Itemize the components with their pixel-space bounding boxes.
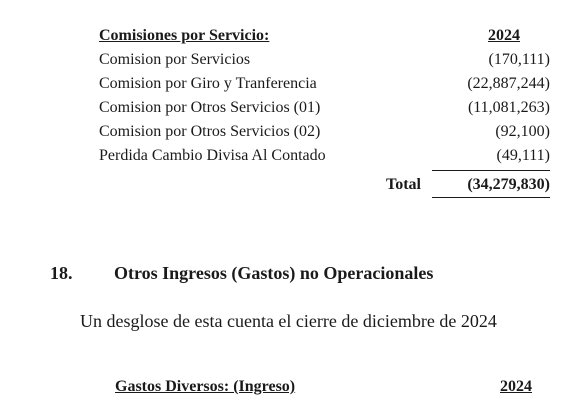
commission-row-label: Perdida Cambio Divisa Al Contado <box>99 147 326 164</box>
section-title: Otros Ingresos (Gastos) no Operacionales <box>114 263 434 283</box>
commission-row-label: Comision por Servicios <box>99 51 251 68</box>
total-value: (34,279,830) <box>467 176 550 193</box>
section-intro: Un desglose de esta cuenta el cierre de diciembre de 2024 <box>80 311 497 331</box>
total-underline <box>432 197 550 198</box>
commission-row-value: (92,100) <box>495 123 550 140</box>
commission-row-label: Comision por Giro y Tranferencia <box>99 75 317 92</box>
total-label: Total <box>386 176 421 193</box>
commission-row-value: (170,111) <box>488 51 550 68</box>
commission-row-value: (11,081,263) <box>467 99 550 116</box>
commissions-header: Comisiones por Servicio: <box>99 27 270 44</box>
expenses-year-header: 2024 <box>500 378 532 395</box>
expenses-header: Gastos Diversos: (Ingreso) <box>115 378 296 395</box>
commission-row-value: (22,887,244) <box>467 75 550 92</box>
commissions-year-header: 2024 <box>488 27 520 44</box>
commission-row-value: (49,111) <box>496 147 550 164</box>
total-rule <box>432 170 550 171</box>
commission-row-label: Comision por Otros Servicios (01) <box>99 99 321 116</box>
section-number: 18. <box>50 263 73 283</box>
commission-row-label: Comision por Otros Servicios (02) <box>99 123 321 140</box>
